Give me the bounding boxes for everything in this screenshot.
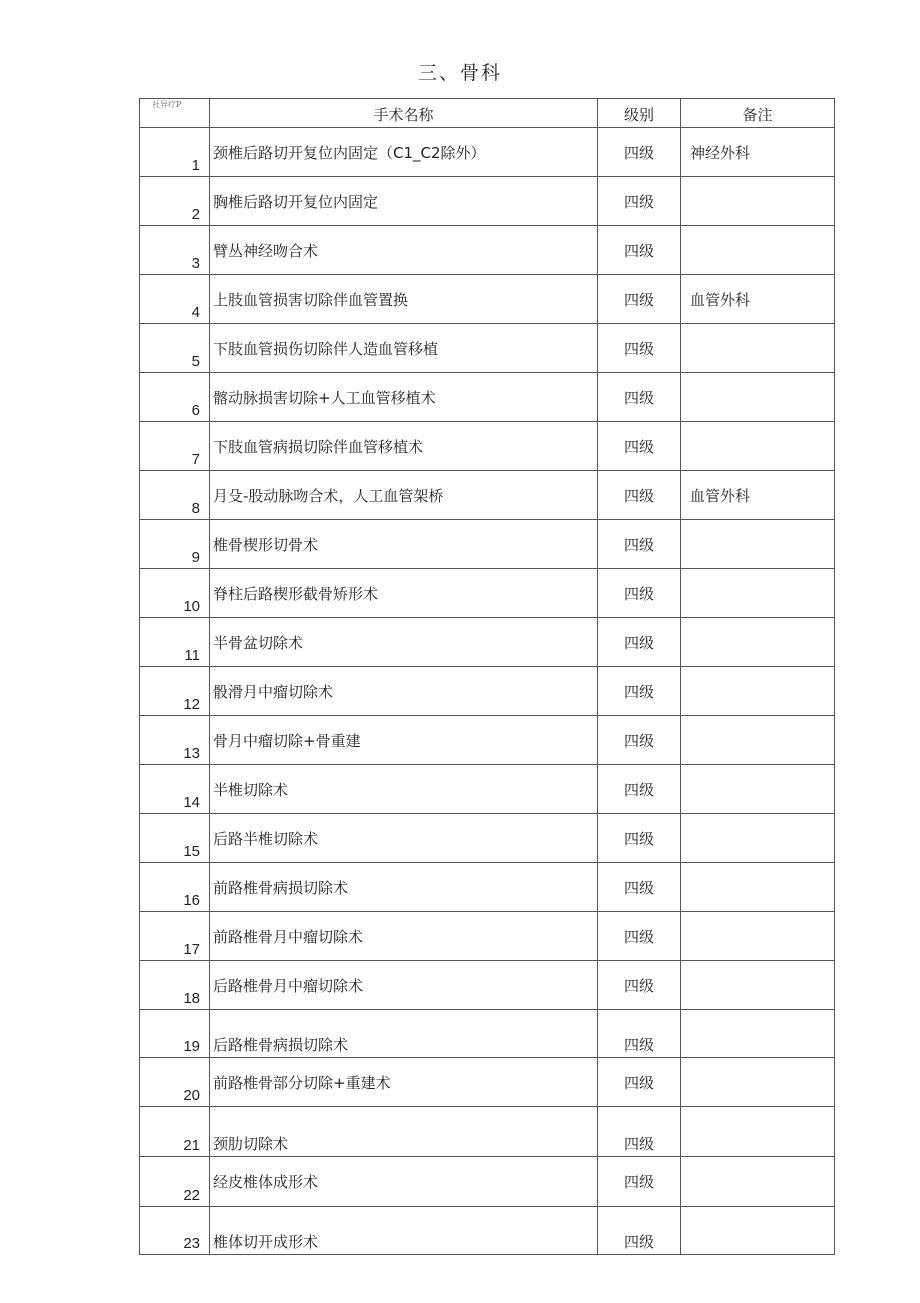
surgery-note: [681, 1058, 835, 1107]
table-row: [140, 814, 835, 863]
surgery-note: [681, 667, 835, 716]
table-row: [140, 324, 835, 373]
surgery-name: 下肢血管损伤切除伴人造血管移植: [210, 324, 598, 373]
table-row: [140, 569, 835, 618]
surgery-level: 四级: [598, 961, 681, 1010]
surgery-name: 后路半椎切除术: [210, 814, 598, 863]
row-number: 4: [140, 275, 210, 324]
surgery-note: [681, 961, 835, 1010]
row-number: 11: [140, 618, 210, 667]
table-row: [140, 961, 835, 1010]
table-row: [140, 1010, 835, 1058]
surgery-name: 后路椎骨月中瘤切除术: [210, 961, 598, 1010]
surgery-name: 髂动脉损害切除+人工血管移植术: [210, 373, 598, 422]
table-row: [140, 618, 835, 667]
surgery-note: [681, 1107, 835, 1157]
surgery-level: 四级: [598, 324, 681, 373]
surgery-note: [681, 520, 835, 569]
table-row: [140, 226, 835, 275]
table-row: [140, 716, 835, 765]
surgery-level: 四级: [598, 1107, 681, 1157]
page-title: 三、骨科: [417, 62, 502, 84]
surgery-level: 四级: [598, 863, 681, 912]
surgery-note: [681, 226, 835, 275]
surgery-table: [139, 98, 835, 1255]
header-no-label: 社异疗P: [152, 100, 182, 109]
surgery-note: [681, 422, 835, 471]
surgery-level: 四级: [598, 275, 681, 324]
table-row: [140, 1157, 835, 1207]
surgery-name: 前路椎骨月中瘤切除术: [210, 912, 598, 961]
row-number: 3: [140, 226, 210, 275]
surgery-note: [681, 912, 835, 961]
surgery-note: [681, 1157, 835, 1207]
surgery-level: 四级: [598, 667, 681, 716]
surgery-note: [681, 863, 835, 912]
surgery-note: [681, 324, 835, 373]
surgery-note: [681, 765, 835, 814]
surgery-name: 前路椎骨病损切除术: [210, 863, 598, 912]
surgery-level: 四级: [598, 177, 681, 226]
table-row: [140, 177, 835, 226]
surgery-name: 颈椎后路切开复位内固定（C1_C2除外）: [210, 128, 598, 177]
surgery-level: 四级: [598, 814, 681, 863]
row-number: 9: [140, 520, 210, 569]
header-no: [140, 99, 210, 128]
row-number: 18: [140, 961, 210, 1010]
surgery-name: 月殳-股动脉吻合术，人工血管架桥: [210, 471, 598, 520]
surgery-level: 四级: [598, 1010, 681, 1058]
surgery-name: 前路椎骨部分切除+重建术: [210, 1058, 598, 1107]
surgery-note: 神经外科: [681, 128, 835, 177]
surgery-note: [681, 814, 835, 863]
row-number: 23: [140, 1207, 210, 1255]
surgery-note: [681, 1010, 835, 1058]
surgery-note: 血管外科: [681, 471, 835, 520]
surgery-name: 颈肋切除术: [210, 1107, 598, 1157]
surgery-name: 椎体切开成形术: [210, 1207, 598, 1255]
surgery-level: 四级: [598, 569, 681, 618]
surgery-name: 臂丛神经吻合术: [210, 226, 598, 275]
surgery-level: 四级: [598, 1207, 681, 1255]
surgery-level: 四级: [598, 226, 681, 275]
surgery-name: 上肢血管损害切除伴血管置换: [210, 275, 598, 324]
header-name: 手术名称: [210, 99, 598, 128]
surgery-name: 骨月中瘤切除+骨重建: [210, 716, 598, 765]
row-number: 7: [140, 422, 210, 471]
surgery-note: [681, 1207, 835, 1255]
row-number: 10: [140, 569, 210, 618]
surgery-level: 四级: [598, 1157, 681, 1207]
surgery-level: 四级: [598, 912, 681, 961]
table-row: [140, 128, 835, 177]
table-row: [140, 1058, 835, 1107]
surgery-level: 四级: [598, 618, 681, 667]
table-row: [140, 422, 835, 471]
surgery-name: 骰滑月中瘤切除术: [210, 667, 598, 716]
row-number: 1: [140, 128, 210, 177]
table-row: [140, 765, 835, 814]
row-number: 6: [140, 373, 210, 422]
surgery-name: 椎骨楔形切骨术: [210, 520, 598, 569]
table-row: [140, 275, 835, 324]
surgery-note: [681, 569, 835, 618]
surgery-name: 半椎切除术: [210, 765, 598, 814]
surgery-level: 四级: [598, 520, 681, 569]
surgery-level: 四级: [598, 1058, 681, 1107]
header-level: 级别: [598, 99, 681, 128]
row-number: 2: [140, 177, 210, 226]
row-number: 15: [140, 814, 210, 863]
table-row: [140, 912, 835, 961]
row-number: 5: [140, 324, 210, 373]
surgery-level: 四级: [598, 765, 681, 814]
surgery-level: 四级: [598, 128, 681, 177]
table-row: [140, 1207, 835, 1255]
surgery-note: [681, 373, 835, 422]
table-row: [140, 863, 835, 912]
table-row: [140, 471, 835, 520]
row-number: 14: [140, 765, 210, 814]
surgery-note: [681, 177, 835, 226]
row-number: 22: [140, 1157, 210, 1207]
row-number: 17: [140, 912, 210, 961]
row-number: 21: [140, 1107, 210, 1157]
surgery-level: 四级: [598, 716, 681, 765]
row-number: 13: [140, 716, 210, 765]
surgery-name: 胸椎后路切开复位内固定: [210, 177, 598, 226]
row-number: 19: [140, 1010, 210, 1058]
surgery-level: 四级: [598, 422, 681, 471]
surgery-name: 下肢血管病损切除伴血管移植术: [210, 422, 598, 471]
row-number: 8: [140, 471, 210, 520]
surgery-name: 后路椎骨病损切除术: [210, 1010, 598, 1058]
table-row: [140, 520, 835, 569]
table-row: [140, 1107, 835, 1157]
surgery-name: 脊柱后路楔形截骨矫形术: [210, 569, 598, 618]
table-header-row: [140, 99, 835, 128]
surgery-level: 四级: [598, 471, 681, 520]
surgery-note: [681, 716, 835, 765]
table-body: [140, 128, 835, 1255]
surgery-name: 经皮椎体成形术: [210, 1157, 598, 1207]
table-row: [140, 667, 835, 716]
surgery-name: 半骨盆切除术: [210, 618, 598, 667]
header-note: 备注: [681, 99, 835, 128]
row-number: 20: [140, 1058, 210, 1107]
surgery-level: 四级: [598, 373, 681, 422]
row-number: 12: [140, 667, 210, 716]
row-number: 16: [140, 863, 210, 912]
surgery-note: 血管外科: [681, 275, 835, 324]
surgery-note: [681, 618, 835, 667]
table-row: [140, 373, 835, 422]
